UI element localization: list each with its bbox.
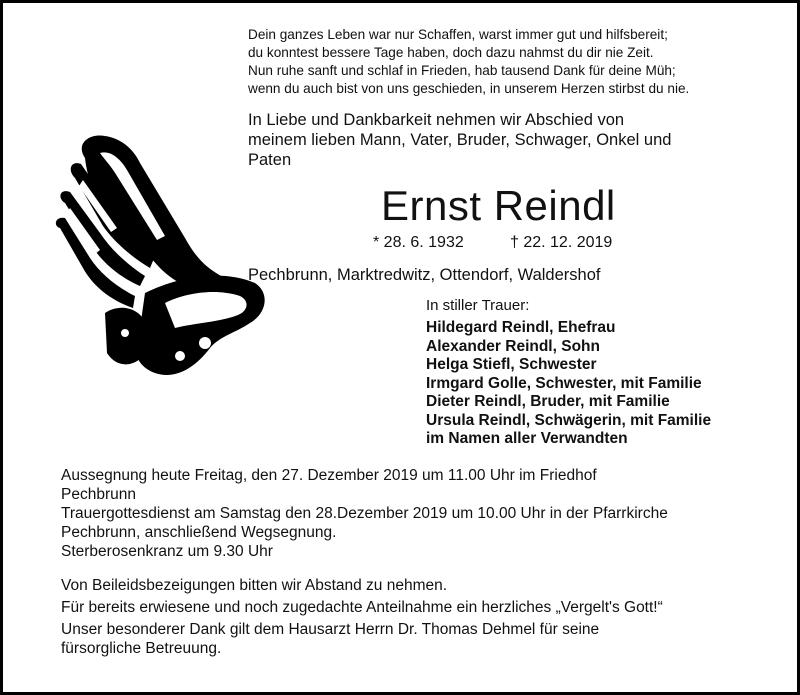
service-line: Trauergottesdienst am Samstag den 28.Dezember 2019 um 10.00 Uhr in der Pfarrkirche (61, 505, 668, 522)
mourner-item: Ursula Reindl, Schwägerin, mit Familie (426, 411, 712, 429)
service-line: Sterberosenkranz um 9.30 Uhr (61, 543, 273, 560)
poem-line: Dein ganzes Leben war nur Schaffen, warst immer gut und hilfsbereit; (248, 27, 668, 42)
places: Pechbrunn, Marktredwitz, Ottendorf, Waldershof (248, 266, 601, 284)
farewell-intro (248, 110, 728, 170)
poem-line: Nun ruhe sanft und schlaf in Frieden, hab tausend Dank für deine Müh; (248, 63, 676, 78)
service-line: Aussegnung heute Freitag, den 27. Dezember 2019 um 11.00 Uhr im Friedhof (61, 467, 597, 484)
mourner-item: Irmgard Golle, Schwester, mit Familie (426, 374, 702, 392)
mourner-item: Alexander Reindl, Sohn (426, 337, 600, 355)
thanks-line: Von Beileidsbezeigungen bitten wir Abstand zu nehmen. (61, 577, 448, 594)
praying-hands-icon (45, 118, 275, 398)
mourner-item: Hildegard Reindl, Ehefrau (426, 319, 616, 336)
intro-line: In Liebe und Dankbarkeit nehmen wir Abschied von (248, 111, 625, 129)
mourner-item: im Namen aller Verwandten (426, 430, 628, 447)
mourner-item: Dieter Reindl, Bruder, mit Familie (426, 393, 670, 410)
service-line: Pechbrunn (61, 486, 136, 503)
thanks-line: Unser besonderer Dank gilt dem Hausarzt Herrn Dr. Thomas Dehmel für seine (61, 621, 600, 638)
mourners-label: In stiller Trauer: (426, 297, 530, 314)
mourners-list (426, 319, 796, 449)
poem-line: wenn du auch bist von uns geschieden, in unserem Herzen stirbst du nie. (248, 81, 690, 96)
memorial-poem (248, 26, 788, 98)
death-date: † 22. 12. 2019 (510, 234, 613, 251)
thanks-line: fürsorgliche Betreuung. (61, 640, 222, 657)
thanks-section (61, 576, 781, 658)
life-dates (373, 233, 653, 253)
mourner-item: Helga Stiefl, Schwester (426, 356, 597, 373)
thanks-line: Für bereits erwiesene und noch zugedachte Anteilnahme ein herzliches „Vergelt's Gott!“ (61, 599, 663, 616)
birth-date: * 28. 6. 1932 (373, 234, 464, 251)
poem-line: du konntest bessere Tage haben, doch dazu nahmst du dir nie Zeit. (248, 45, 654, 60)
intro-line: Paten (248, 151, 292, 169)
deceased-name: Ernst Reindl (381, 182, 616, 229)
service-line: Pechbrunn, anschließend Wegsegnung. (61, 524, 337, 541)
service-details (61, 466, 781, 561)
intro-line: meinem lieben Mann, Vater, Bruder, Schwager, Onkel und (248, 131, 672, 149)
